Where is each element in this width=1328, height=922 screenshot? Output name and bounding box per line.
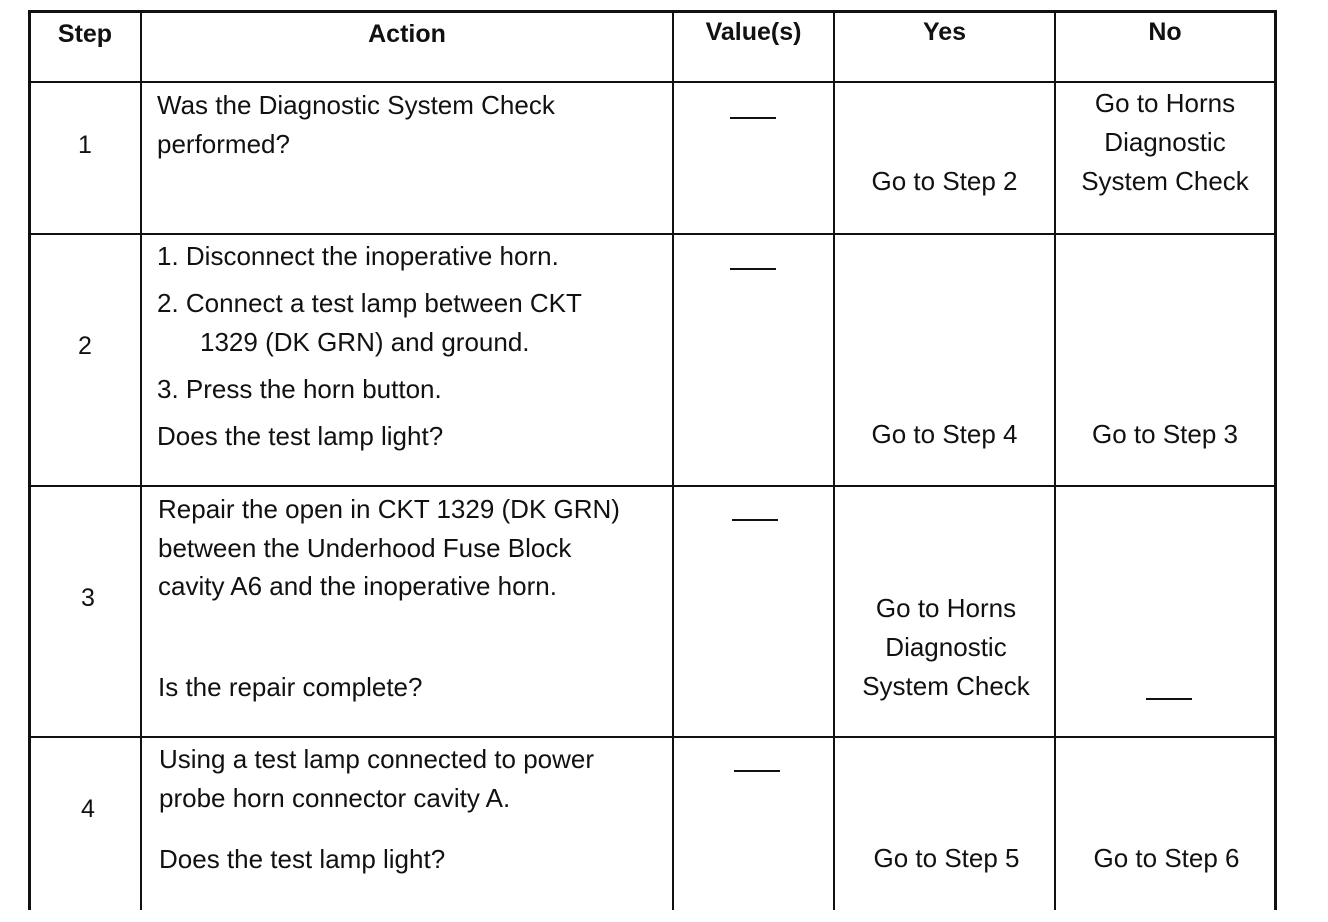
value-dash xyxy=(732,519,778,521)
value-dash xyxy=(730,117,776,119)
yes-result: Go to Step 2 xyxy=(871,166,1018,196)
value-dash xyxy=(734,770,780,772)
header-action: Action xyxy=(368,20,446,48)
step-number: 2 xyxy=(78,332,92,360)
action-text: probe horn connector cavity A. xyxy=(159,783,511,813)
action-text: 3. Press the horn button. xyxy=(157,374,442,404)
action-text: between the Underhood Fuse Block xyxy=(158,533,572,563)
action-text: Using a test lamp connected to power xyxy=(159,744,595,774)
table-border-top xyxy=(28,10,1277,13)
no-result: Go to Horns xyxy=(1094,88,1236,118)
column-divider xyxy=(140,10,142,910)
action-text: 1329 (DK GRN) and ground. xyxy=(200,327,530,357)
action-text: Was the Diagnostic System Check xyxy=(157,90,555,120)
yes-result: Go to Step 4 xyxy=(871,419,1018,449)
action-question: Is the repair complete? xyxy=(158,672,423,702)
header-yes: Yes xyxy=(922,18,967,46)
column-divider xyxy=(672,10,674,910)
action-text: cavity A6 and the inoperative horn. xyxy=(158,571,557,601)
action-text: 2. Connect a test lamp between CKT xyxy=(157,288,582,318)
header-no: No xyxy=(1148,18,1182,46)
row-divider xyxy=(28,81,1277,83)
action-question: Does the test lamp light? xyxy=(159,844,446,874)
header-values: Value(s) xyxy=(705,18,802,46)
step-number: 4 xyxy=(81,795,95,823)
no-result: Diagnostic xyxy=(1104,127,1226,157)
step-number: 1 xyxy=(78,131,92,159)
table-border-right xyxy=(1274,10,1277,910)
row-divider xyxy=(28,233,1277,235)
no-result: Go to Step 6 xyxy=(1093,843,1240,873)
step-number: 3 xyxy=(81,584,95,612)
action-text: 1. Disconnect the inoperative horn. xyxy=(157,241,559,271)
yes-result: Go to Horns xyxy=(875,593,1017,623)
column-divider xyxy=(833,10,835,910)
action-text: performed? xyxy=(157,129,290,159)
yes-result: Diagnostic xyxy=(885,632,1007,662)
yes-result: System Check xyxy=(862,671,1030,701)
row-divider xyxy=(28,485,1277,487)
action-question: Does the test lamp light? xyxy=(157,421,444,451)
header-step: Step xyxy=(57,20,113,48)
row-divider xyxy=(28,736,1277,738)
no-result: System Check xyxy=(1081,166,1249,196)
yes-result: Go to Step 5 xyxy=(873,843,1020,873)
value-dash xyxy=(730,268,776,270)
no-result-dash xyxy=(1146,698,1192,700)
action-text: Repair the open in CKT 1329 (DK GRN) xyxy=(158,494,620,524)
no-result: Go to Step 3 xyxy=(1092,419,1238,449)
